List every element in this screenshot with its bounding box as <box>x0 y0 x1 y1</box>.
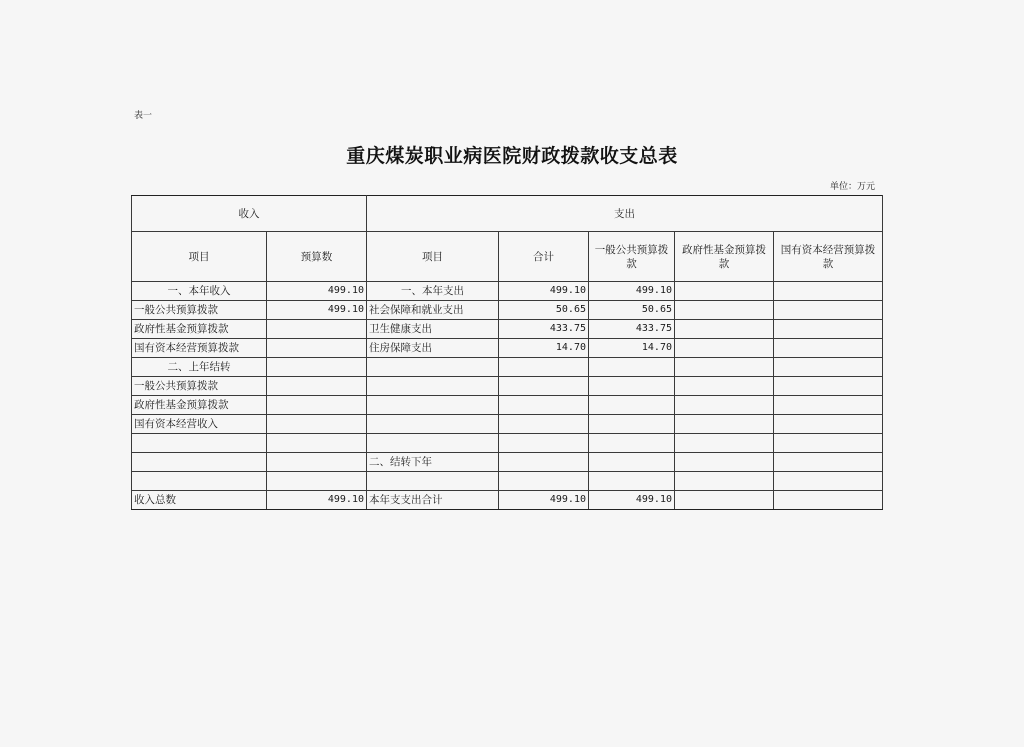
budget-summary-table <box>131 195 883 510</box>
income-item-cell <box>132 453 267 472</box>
gov-fund-cell <box>675 358 774 377</box>
table-row <box>132 301 883 320</box>
expense-item-cell: 社会保障和就业支出 <box>367 301 499 320</box>
income-item-cell: 收入总数 <box>132 491 267 510</box>
col-expense-item: 项目 <box>367 232 499 282</box>
income-item-cell: 一般公共预算拨款 <box>132 377 267 396</box>
total-cell: 50.65 <box>499 301 589 320</box>
income-budget-cell <box>267 453 367 472</box>
table-row <box>132 358 883 377</box>
income-item-cell: 国有资本经营预算拨款 <box>132 339 267 358</box>
general-budget-cell: 14.70 <box>589 339 675 358</box>
gov-fund-cell <box>675 320 774 339</box>
total-cell <box>499 396 589 415</box>
table-row <box>132 282 883 301</box>
gov-fund-cell <box>675 377 774 396</box>
expense-item-cell: 卫生健康支出 <box>367 320 499 339</box>
col-total: 合计 <box>499 232 589 282</box>
income-item-cell: 政府性基金预算拨款 <box>132 396 267 415</box>
gov-fund-cell <box>675 434 774 453</box>
income-budget-cell <box>267 396 367 415</box>
total-cell: 499.10 <box>499 491 589 510</box>
income-budget-cell <box>267 415 367 434</box>
income-budget-cell <box>267 377 367 396</box>
gov-fund-cell <box>675 396 774 415</box>
total-cell <box>499 453 589 472</box>
total-cell <box>499 434 589 453</box>
general-budget-cell: 499.10 <box>589 491 675 510</box>
expense-item-cell: 二、结转下年 <box>367 453 499 472</box>
expense-item-cell <box>367 358 499 377</box>
col-income-budget: 预算数 <box>267 232 367 282</box>
table-row <box>132 491 883 510</box>
total-cell <box>499 377 589 396</box>
general-budget-cell <box>589 396 675 415</box>
table-row <box>132 453 883 472</box>
expense-item-cell: 住房保障支出 <box>367 339 499 358</box>
expense-item-cell: 一、本年支出 <box>367 282 499 301</box>
expense-item-cell <box>367 434 499 453</box>
page-title: 重庆煤炭职业病医院财政拨款收支总表 <box>346 145 678 167</box>
table-row <box>132 377 883 396</box>
table-row <box>132 396 883 415</box>
state-capital-cell <box>774 320 883 339</box>
general-budget-cell: 499.10 <box>589 282 675 301</box>
general-budget-cell <box>589 434 675 453</box>
total-cell: 499.10 <box>499 282 589 301</box>
state-capital-cell <box>774 282 883 301</box>
col-gov-fund: 政府性基金预算拨款 <box>675 232 774 282</box>
table-row <box>132 339 883 358</box>
gov-fund-cell <box>675 282 774 301</box>
group-header-row <box>132 196 883 232</box>
state-capital-cell <box>774 453 883 472</box>
state-capital-cell <box>774 358 883 377</box>
general-budget-cell <box>589 377 675 396</box>
table-row <box>132 320 883 339</box>
table-row <box>132 415 883 434</box>
table-label: 表一 <box>134 111 153 121</box>
col-state-capital: 国有资本经营预算拨款 <box>774 232 883 282</box>
general-budget-cell <box>589 472 675 491</box>
income-budget-cell: 499.10 <box>267 491 367 510</box>
gov-fund-cell <box>675 415 774 434</box>
total-cell: 433.75 <box>499 320 589 339</box>
income-item-cell: 二、上年结转 <box>132 358 267 377</box>
total-cell <box>499 358 589 377</box>
state-capital-cell <box>774 434 883 453</box>
income-budget-cell <box>267 339 367 358</box>
col-general-budget: 一般公共预算拨款 <box>589 232 675 282</box>
income-budget-cell: 499.10 <box>267 301 367 320</box>
state-capital-cell <box>774 491 883 510</box>
total-cell <box>499 415 589 434</box>
gov-fund-cell <box>675 339 774 358</box>
income-budget-cell <box>267 358 367 377</box>
state-capital-cell <box>774 301 883 320</box>
general-budget-cell <box>589 415 675 434</box>
income-item-cell: 一、本年收入 <box>132 282 267 301</box>
general-budget-cell: 50.65 <box>589 301 675 320</box>
income-group-header: 收入 <box>132 196 367 232</box>
income-item-cell: 国有资本经营收入 <box>132 415 267 434</box>
state-capital-cell <box>774 396 883 415</box>
income-budget-cell <box>267 320 367 339</box>
total-cell: 14.70 <box>499 339 589 358</box>
gov-fund-cell <box>675 472 774 491</box>
expense-group-header: 支出 <box>367 196 883 232</box>
state-capital-cell <box>774 339 883 358</box>
expense-item-cell <box>367 415 499 434</box>
income-budget-cell <box>267 434 367 453</box>
unit-note: 单位：万元 <box>830 182 876 192</box>
gov-fund-cell <box>675 453 774 472</box>
general-budget-cell <box>589 453 675 472</box>
income-item-cell: 政府性基金预算拨款 <box>132 320 267 339</box>
income-budget-cell: 499.10 <box>267 282 367 301</box>
income-item-cell: 一般公共预算拨款 <box>132 301 267 320</box>
income-budget-cell <box>267 472 367 491</box>
gov-fund-cell <box>675 301 774 320</box>
gov-fund-cell <box>675 491 774 510</box>
income-item-cell <box>132 472 267 491</box>
expense-item-cell <box>367 472 499 491</box>
total-cell <box>499 472 589 491</box>
expense-item-cell: 本年支支出合计 <box>367 491 499 510</box>
state-capital-cell <box>774 415 883 434</box>
table-row <box>132 434 883 453</box>
income-item-cell <box>132 434 267 453</box>
col-income-item: 项目 <box>132 232 267 282</box>
general-budget-cell: 433.75 <box>589 320 675 339</box>
state-capital-cell <box>774 377 883 396</box>
expense-item-cell <box>367 377 499 396</box>
expense-item-cell <box>367 396 499 415</box>
general-budget-cell <box>589 358 675 377</box>
column-header-row <box>132 232 883 282</box>
table-row <box>132 472 883 491</box>
state-capital-cell <box>774 472 883 491</box>
